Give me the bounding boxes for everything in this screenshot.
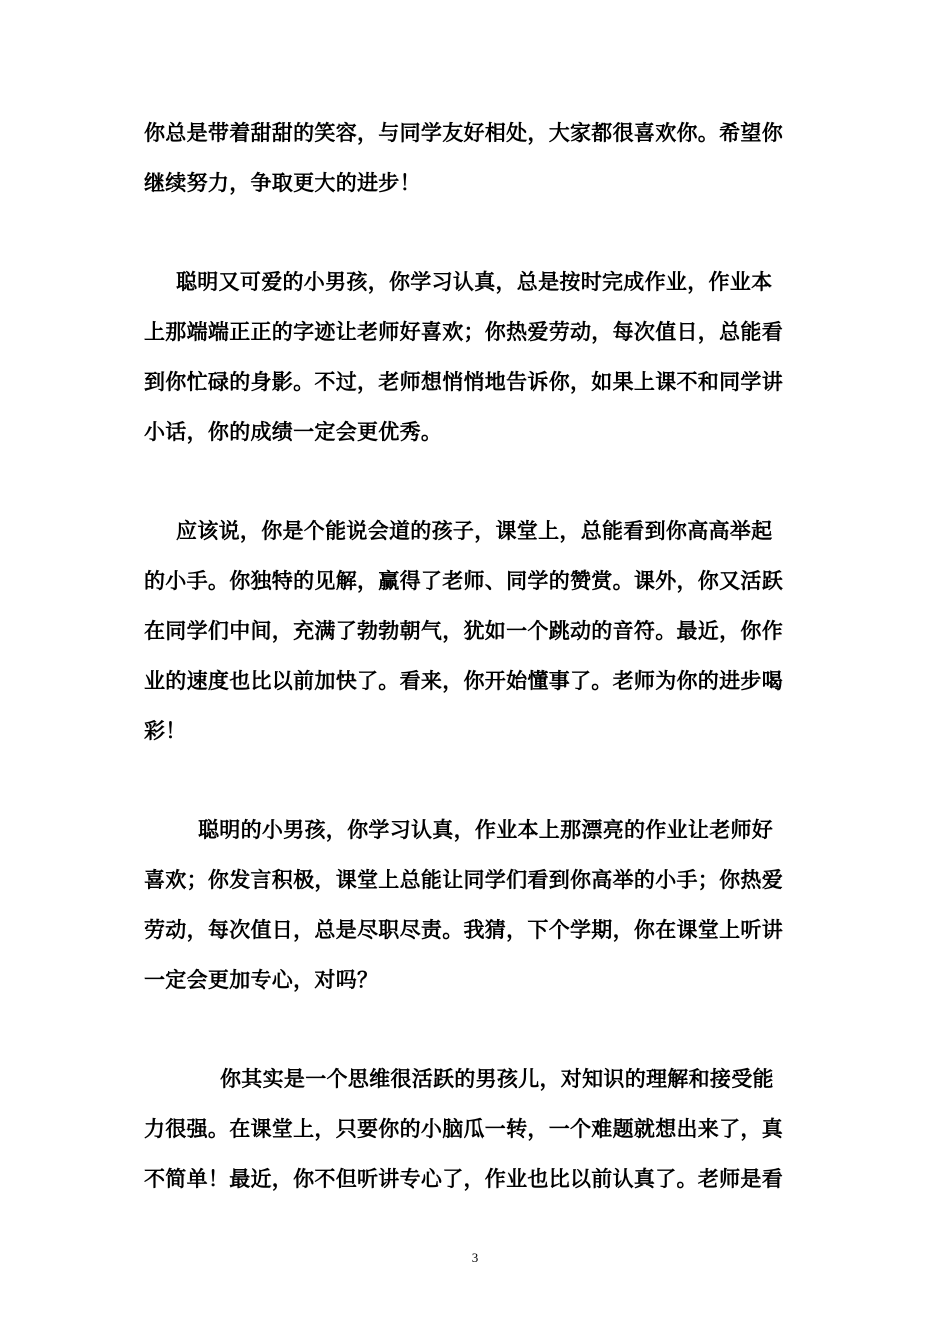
paragraph-1-line-2: 继续努力，争取更大的进步！: [144, 171, 421, 195]
paragraph-5-line-2: 力很强。在课堂上，只要你的小脑瓜一转，一个难题就想出来了，真: [144, 1117, 783, 1141]
paragraph-2-line-2: 上那端端正正的字迹让老师好喜欢；你热爱劳动，每次值日，总能看: [144, 320, 783, 344]
paragraph-4-line-1: 聪明的小男孩，你学习认真，作业本上那漂亮的作业让老师好: [198, 818, 774, 842]
paragraph-4-line-2: 喜欢；你发言积极，课堂上总能让同学们看到你高举的小手；你热爱: [144, 868, 783, 892]
paragraph-2-line-3: 到你忙碌的身影。不过，老师想悄悄地告诉你，如果上课不和同学讲: [144, 370, 783, 394]
paragraph-3-line-3: 在同学们中间，充满了勃勃朝气，犹如一个跳动的音符。最近，你作: [144, 619, 783, 643]
paragraph-2-line-4: 小话，你的成绩一定会更优秀。: [144, 420, 443, 444]
paragraph-3-line-2: 的小手。你独特的见解，赢得了老师、同学的赞赏。课外，你又活跃: [144, 569, 783, 593]
page-number: 3: [471, 1250, 479, 1265]
paragraph-1-line-1: 你总是带着甜甜的笑容，与同学友好相处，大家都很喜欢你。希望你: [144, 121, 783, 145]
paragraph-3-line-5: 彩！: [144, 719, 187, 743]
paragraph-2-line-1: 聪明又可爱的小男孩，你学习认真，总是按时完成作业，作业本: [176, 270, 773, 294]
paragraph-4-line-3: 劳动，每次值日，总是尽职尽责。我猜，下个学期，你在课堂上听讲: [144, 918, 783, 942]
paragraph-4-line-4: 一定会更加专心，对吗？: [144, 968, 379, 992]
paragraph-3-line-1: 应该说，你是个能说会道的孩子，课堂上，总能看到你高高举起: [176, 519, 773, 543]
paragraph-5-line-1: 你其实是一个思维很活跃的男孩儿，对知识的理解和接受能: [220, 1067, 774, 1091]
paragraph-5-line-3: 不简单！最近，你不但听讲专心了，作业也比以前认真了。老师是看: [144, 1167, 783, 1191]
paragraph-3-line-4: 业的速度也比以前加快了。看来，你开始懂事了。老师为你的进步喝: [144, 669, 783, 693]
